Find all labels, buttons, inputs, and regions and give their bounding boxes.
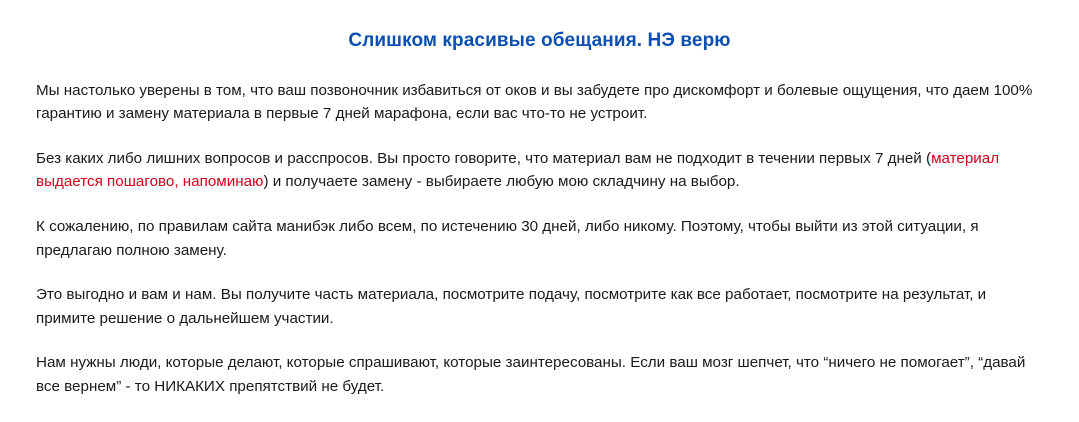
text-run: Это выгодно и вам и нам. Вы получите часть материала, посмотрите подачу, посмотрите как все работает, посмотрите на результат, и примите решение о дальнейшем участии.	[36, 286, 987, 327]
page-title: Слишком красивые обещания. НЭ верю	[348, 30, 731, 51]
document-body	[36, 79, 1043, 399]
text-run: ) и получаете замену - выбираете любую мою складчину на выбор.	[263, 173, 740, 191]
text-run: Нам нужны люди, которые делают, которые спрашивают, которые заинтересованы. Если ваш мозг шепчет, что “ничего не помогает”, “давай все вернем” - то НИКАКИХ препятствий не будет.	[36, 354, 1026, 395]
text-run: Без каких либо лишних вопросов и расспросов. Вы просто говорите, что материал вам не подходит в течении первых 7 дней (	[36, 149, 932, 167]
highlighted-text: материал выдается пошагово, напоминаю	[36, 149, 1000, 191]
text-run: К сожалению, по правилам сайта манибэк либо всем, по истечению 30 дней, либо никому. Поэтому, чтобы выйти из этой ситуации, я предлагаю полною замену.	[36, 218, 979, 259]
paragraph-3	[36, 215, 1043, 262]
paragraph-2	[36, 147, 1043, 194]
paragraph-4	[36, 283, 1043, 330]
paragraph-5	[36, 351, 1043, 398]
paragraph-1	[36, 79, 1043, 126]
text-run: Мы настолько уверены в том, что ваш позвоночник избавиться от оков и вы забудете про дискомфорт и болевые ощущения, что даем 100% гарантию и замену материала в первые 7 дней марафона, если вас что-то не устроит.	[36, 81, 1033, 123]
